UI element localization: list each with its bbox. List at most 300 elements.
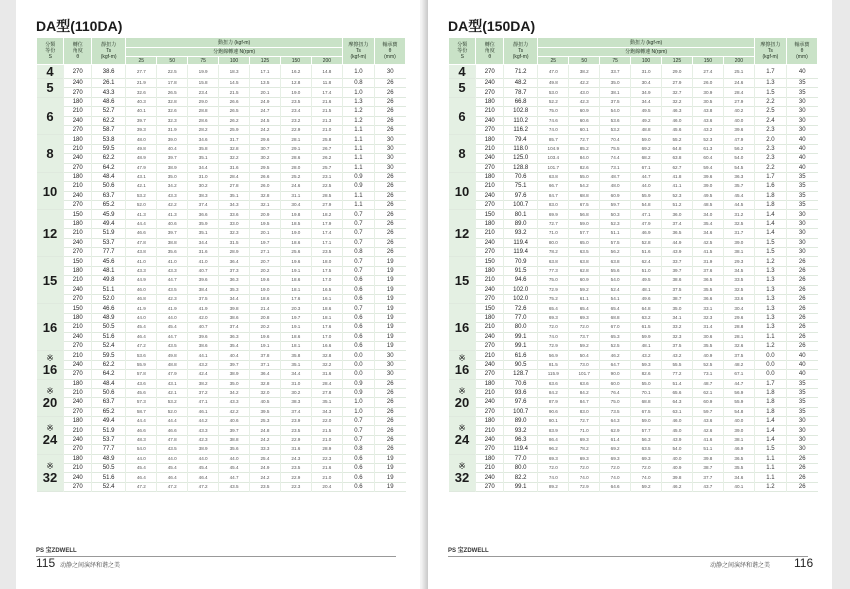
table-cell: 70.6 [503,379,537,388]
table-row [37,445,406,454]
table-cell: 55.9 [126,360,157,369]
table-cell: 1.7 [754,65,786,79]
table-cell: 270 [476,125,503,134]
table-cell: 34.4 [188,163,219,172]
table-cell: 69.3 [538,454,569,463]
table-cell: 17.1 [311,238,342,247]
table-cell: 31.0 [188,172,219,181]
header-friction-torque: 摩擦扭力 Ts (kgf-m) [342,38,374,65]
table-cell: 0.7 [342,219,374,228]
table-cell: 1.8 [754,398,786,407]
table-cell: 42.4 [188,370,219,379]
table-cell: 49.8 [157,351,188,360]
table-cell: 1.5 [754,248,786,257]
table-cell: 50.5 [91,323,125,332]
table-cell: 18.6 [311,304,342,313]
header-speed-100: 100 [631,57,662,65]
table-cell: 78.2 [569,445,600,454]
table-cell: 39.3 [126,125,157,134]
table-cell: 128.8 [503,163,537,172]
table-row [449,154,818,163]
table-cell: 270 [476,248,503,257]
table-cell: 35.4 [219,341,250,350]
table-cell: 77.0 [503,454,537,463]
table-cell: 21.0 [311,435,342,444]
table-cell: 41.0 [157,257,188,266]
table-row [37,285,406,294]
table-cell: 38.1 [600,88,631,97]
table-cell: 180 [64,97,91,106]
table-cell: 48.6 [91,97,125,106]
table-cell: 59.5 [91,144,125,153]
table-cell: 66.8 [503,97,537,106]
table-cell: 240 [64,360,91,369]
table-row [449,473,818,482]
table-cell: 0.0 [754,351,786,360]
table-cell: 0.7 [342,417,374,426]
table-cell: 180 [476,135,503,144]
table-cell: 19.6 [250,276,281,285]
table-cell: 150 [64,304,91,313]
table-cell: 30 [786,435,817,444]
table-cell: 38.2 [188,379,219,388]
table-cell: 40.9 [692,351,723,360]
table-cell: 46.4 [157,473,188,482]
table-cell: 48.2 [723,360,754,369]
table-cell: 41.8 [662,172,693,181]
table-cell: 76.4 [600,388,631,397]
model-size: 6 [458,108,466,124]
table-row [37,323,406,332]
table-cell: 59.7 [600,201,631,210]
table-cell: 38.7 [662,294,693,303]
table-row [449,323,818,332]
table-cell: 67.1 [723,370,754,379]
table-cell: 24.5 [250,116,281,125]
table-cell: 40.1 [723,482,754,491]
table-row [37,229,406,238]
table-cell: 101.7 [569,370,600,379]
table-cell: 48.0 [600,182,631,191]
table-cell: 52.4 [600,285,631,294]
table-cell: 32.0 [250,388,281,397]
table-cell: 31.6 [219,163,250,172]
table-row [449,135,818,144]
table-cell: 180 [64,172,91,181]
table-cell: 36.3 [219,276,250,285]
table-cell: 26 [374,125,405,134]
model-mark: ※ [458,385,466,396]
table-cell: 42.6 [692,426,723,435]
table-cell: 270 [64,294,91,303]
table-cell: 270 [476,370,503,379]
table-cell: 27.9 [662,79,693,88]
table-cell: 40 [786,163,817,172]
left-page [16,0,420,589]
table-cell: 22.5 [311,182,342,191]
table-cell: 26 [374,435,405,444]
table-cell: 37.7 [692,473,723,482]
table-cell: 40 [786,370,817,379]
table-row [449,210,818,219]
table-cell: 43.5 [157,285,188,294]
table-cell: 28.1 [280,135,311,144]
table-cell: 210 [476,144,503,153]
table-cell: 46.1 [188,407,219,416]
table-cell: 44.7 [157,276,188,285]
table-cell: 48.8 [157,360,188,369]
table-cell: 45.4 [219,464,250,473]
table-cell: 34.0 [692,210,723,219]
table-cell: 93.6 [503,388,537,397]
table-cell: 210 [476,388,503,397]
table-cell: 46.6 [126,426,157,435]
table-cell: 52.7 [91,107,125,116]
table-cell: 62.2 [91,154,125,163]
table-cell: 30 [374,351,405,360]
table-cell: 68.8 [569,191,600,200]
table-row [37,79,406,88]
table-cell: 54.0 [662,445,693,454]
table-cell: 36.6 [692,294,723,303]
table-row [449,65,818,79]
table-cell: 48.9 [91,313,125,322]
table-cell: 64.2 [91,163,125,172]
table-cell: 44.7 [219,473,250,482]
table-cell: 1.0 [342,65,374,79]
table-row [37,248,406,257]
header-pitch: 軸承寶 θ (mm) [374,38,405,65]
table-cell: 51.6 [631,248,662,257]
table-cell: 48.8 [631,125,662,134]
table-cell: 34.3 [219,201,250,210]
table-cell: 25.7 [311,163,342,172]
table-cell: 55.0 [569,172,600,181]
table-cell: 270 [476,482,503,491]
table-cell: 51.9 [91,229,125,238]
table-cell: 210 [476,182,503,191]
table-cell: 118.0 [503,144,537,153]
table-cell: 80.1 [503,210,537,219]
table-cell: 50.5 [91,464,125,473]
table-row [449,79,818,88]
table-cell: 125.0 [503,154,537,163]
table-cell: 62.1 [692,388,723,397]
table-cell: 0.0 [754,360,786,369]
table-cell: 57.5 [600,238,631,247]
table-cell: 35 [786,407,817,416]
table-cell: 128.7 [503,370,537,379]
model-size: 16 [42,319,58,335]
table-cell: 25.2 [280,172,311,181]
table-cell: 16.6 [311,341,342,350]
table-cell: 54.0 [600,107,631,116]
table-cell: 19.8 [280,210,311,219]
table-cell: 62.7 [662,163,693,172]
table-cell: 17.1 [250,65,281,79]
table-cell: 44.0 [157,313,188,322]
table-cell: 52.0 [91,294,125,303]
right-page-title: DA型(150DA) [448,18,536,34]
table-cell: 240 [64,473,91,482]
table-cell: 0.6 [342,454,374,463]
table-cell: 35.1 [219,191,250,200]
table-cell: 91.5 [503,266,537,275]
table-cell: 35.6 [219,445,250,454]
table-cell: 1.4 [754,219,786,228]
table-cell: 0.7 [342,229,374,238]
table-cell: 74.0 [538,473,569,482]
table-cell: 270 [64,482,91,491]
table-row [449,125,818,134]
table-cell: 1.5 [754,445,786,454]
table-cell: 1.1 [342,191,374,200]
table-cell: 36.0 [662,210,693,219]
table-cell: 82.2 [503,473,537,482]
table-cell: 59.5 [91,351,125,360]
table-cell: 40 [786,154,817,163]
table-cell: 51.6 [91,473,125,482]
table-cell: 53.7 [91,238,125,247]
table-row [449,201,818,210]
table-cell: 35 [786,79,817,88]
table-cell: 240 [476,154,503,163]
table-row [449,238,818,247]
table-cell: 43.1 [157,379,188,388]
table-cell: 1.1 [754,332,786,341]
table-cell: 32.8 [311,351,342,360]
table-cell: 27.9 [723,97,754,106]
table-cell: 31.7 [219,135,250,144]
table-cell: 47.9 [723,135,754,144]
table-cell: 38.8 [157,238,188,247]
table-cell: 52.3 [692,135,723,144]
model-size: 16 [42,361,58,377]
table-cell: 35.0 [662,304,693,313]
table-cell: 72.7 [569,135,600,144]
table-cell: 43.0 [569,88,600,97]
model-size-cell [37,379,64,417]
table-cell: 31.5 [219,238,250,247]
table-cell: 30.9 [692,88,723,97]
table-cell: 26 [374,219,405,228]
table-cell: 47.2 [126,482,157,491]
table-cell: 21.5 [311,426,342,435]
table-cell: 40.1 [126,107,157,116]
table-cell: 35 [786,191,817,200]
table-cell: 49.8 [126,144,157,153]
table-cell: 90.6 [538,407,569,416]
table-cell: 100.7 [503,201,537,210]
model-size: 24 [42,432,58,448]
table-cell: 99.1 [503,332,537,341]
table-cell: 72.0 [538,464,569,473]
table-cell: 270 [64,125,91,134]
table-cell: 1.1 [342,154,374,163]
table-cell: 72.0 [600,464,631,473]
table-cell: 80.0 [538,238,569,247]
table-cell: 19.1 [280,266,311,275]
table-row [449,276,818,285]
table-cell: 48.5 [692,201,723,210]
table-cell: 28.9 [311,445,342,454]
table-cell: 26.5 [157,88,188,97]
table-cell: 20.1 [250,229,281,238]
table-cell: 34.2 [157,182,188,191]
table-cell: 16.5 [311,285,342,294]
table-row [37,351,406,360]
table-cell: 35 [786,172,817,181]
table-cell: 1.3 [342,97,374,106]
table-cell: 26 [374,210,405,219]
table-cell: 89.2 [538,482,569,491]
table-row [37,388,406,397]
table-cell: 31.6 [188,248,219,257]
table-cell: 69.3 [538,313,569,322]
table-cell: 59.9 [631,332,662,341]
table-cell: 30 [374,360,405,369]
table-cell: 47.9 [157,370,188,379]
table-cell: 43.3 [157,266,188,275]
table-cell: 64.8 [631,304,662,313]
table-cell: 37.3 [219,266,250,275]
model-size: 24 [454,432,470,448]
table-cell: 240 [64,238,91,247]
table-row [37,370,406,379]
table-cell: 64.7 [600,360,631,369]
table-cell: 35.1 [311,398,342,407]
table-row [449,417,818,426]
table-cell: 37.4 [280,407,311,416]
table-cell: 0.7 [342,266,374,275]
table-cell: 0.6 [342,323,374,332]
table-cell: 26 [374,379,405,388]
table-cell: 52.3 [662,191,693,200]
table-cell: 65.4 [538,304,569,313]
table-cell: 42.2 [219,407,250,416]
table-cell: 35 [786,182,817,191]
model-size: 8 [458,146,466,162]
table-cell: 39.0 [723,426,754,435]
table-cell: 270 [64,88,91,97]
table-cell: 50.4 [569,351,600,360]
table-cell: 1.8 [754,388,786,397]
table-cell: 0.7 [342,304,374,313]
table-cell: 59.3 [631,360,662,369]
model-mark: ※ [458,423,466,434]
table-cell: 240 [476,116,503,125]
table-cell: 102.0 [503,294,537,303]
table-cell: 1.8 [754,407,786,416]
table-row [37,154,406,163]
table-cell: 43.8 [126,248,157,257]
table-cell: 45.6 [91,257,125,266]
table-cell: 19 [374,454,405,463]
table-cell: 55.9 [723,398,754,407]
table-cell: 33.7 [662,257,693,266]
table-cell: 270 [476,294,503,303]
table-cell: 26.6 [219,97,250,106]
table-cell: 50.6 [91,388,125,397]
table-cell: 56.2 [600,248,631,257]
table-cell: 18.1 [280,285,311,294]
table-cell: 46.0 [126,285,157,294]
model-size: 10 [42,183,58,199]
table-cell: 39.0 [692,182,723,191]
table-cell: 40.0 [723,116,754,125]
table-cell: 31.2 [723,210,754,219]
table-cell: 64.8 [662,144,693,153]
table-cell: 35.5 [692,285,723,294]
table-cell: 103.4 [538,154,569,163]
table-cell: 84.2 [538,388,569,397]
table-cell: 46.6 [157,426,188,435]
table-cell: 270 [64,407,91,416]
table-cell: 14.5 [219,79,250,88]
table-cell: 73.1 [692,370,723,379]
table-cell: 36.4 [250,370,281,379]
table-cell: 40.7 [188,266,219,275]
table-cell: 77.0 [503,313,537,322]
table-cell: 71.0 [538,229,569,238]
header-dynamic-torque: 動扭力 (kgf-m) [126,38,343,48]
table-cell: 57.8 [126,370,157,379]
table-cell: 97.6 [503,398,537,407]
table-row [449,407,818,416]
table-cell: 42.2 [157,201,188,210]
table-cell: 0.9 [342,379,374,388]
table-cell: 31.4 [692,323,723,332]
table-cell: 28.8 [188,107,219,116]
table-cell: 61.4 [600,435,631,444]
table-cell: 46.0 [662,417,693,426]
table-cell: 41.9 [157,304,188,313]
table-cell: 0.6 [342,276,374,285]
table-cell: 1.1 [342,201,374,210]
table-row [449,172,818,181]
table-cell: 31.9 [157,125,188,134]
table-cell: 89.0 [503,219,537,228]
table-cell: 34.1 [662,313,693,322]
table-cell: 63.8 [662,154,693,163]
header-model: 分類 等份 S [449,38,476,65]
table-cell: 116.2 [503,125,537,134]
model-size-cell [37,257,64,304]
table-row [449,454,818,463]
table-cell: 37.1 [250,360,281,369]
table-cell: 1.3 [754,304,786,313]
table-cell: 26 [786,473,817,482]
table-row [449,304,818,313]
table-cell: 75.0 [538,276,569,285]
table-cell: 48.9 [91,454,125,463]
table-cell: 18.3 [219,65,250,79]
right-footer-slogan: 动静之间演绎和谐之美 [710,563,771,569]
table-cell: 240 [64,435,91,444]
table-cell: 1.6 [754,182,786,191]
table-cell: 21.3 [311,116,342,125]
table-cell: 39.6 [692,172,723,181]
table-cell: 180 [64,417,91,426]
table-cell: 30 [786,426,817,435]
model-size-cell [37,417,64,455]
table-cell: 33.7 [600,65,631,79]
table-cell: 270 [476,341,503,350]
table-cell: 104.9 [538,144,569,153]
table-cell: 51.1 [91,285,125,294]
table-cell: 68.8 [631,398,662,407]
table-cell: 2.3 [754,125,786,134]
